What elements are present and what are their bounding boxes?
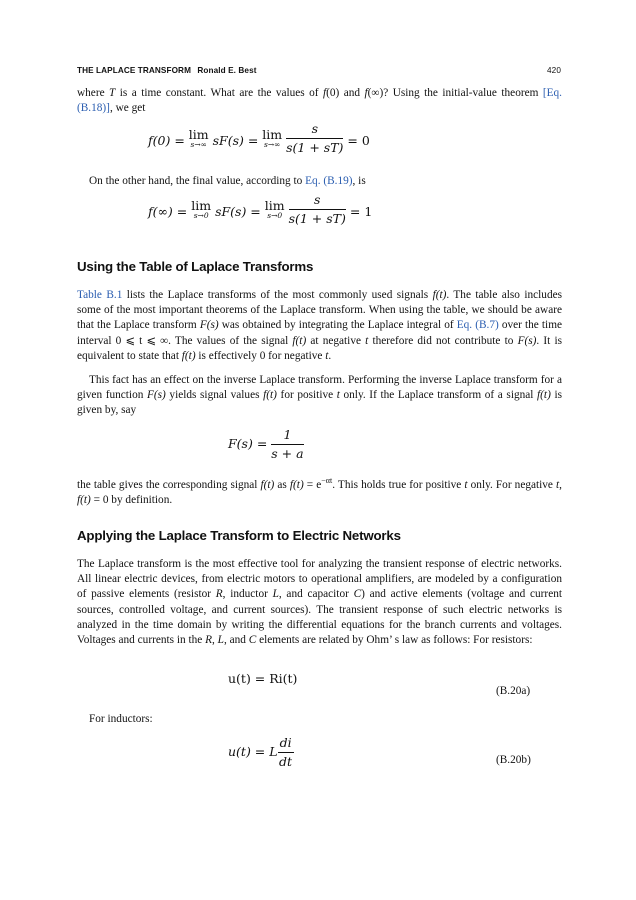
text: the table gives the corresponding signal [77, 478, 261, 491]
text: lists the Laplace transforms of the most commonly used signals [122, 289, 433, 301]
text: . It is equivalent to state that [77, 334, 562, 362]
section-heading-networks: Applying the Laplace Transform to Electric Networks [77, 528, 401, 543]
text: , and [223, 634, 249, 647]
lim-operator [191, 199, 211, 220]
eq-rhs: = 0 [347, 133, 370, 148]
paragraph-6 [77, 557, 562, 648]
equation-resistor: u(t) = Ri(t) [228, 671, 298, 686]
text: T [109, 87, 116, 99]
paragraph-3 [77, 288, 562, 364]
text: R [215, 588, 223, 601]
eq-mid: sF(s) [215, 204, 247, 219]
eq-lhs: F(s) = [228, 436, 268, 451]
paragraph-5 [77, 473, 562, 508]
text: F(s) [146, 389, 166, 402]
text: , is [352, 175, 366, 187]
eq-b19-link[interactable]: Eq. (B.19) [305, 175, 353, 187]
text: . This holds true for positive [332, 478, 465, 491]
lim-sub: s→∞ [190, 140, 207, 149]
lim-sub: s→0 [267, 211, 283, 220]
text: was obtained by integrating the Laplace integral of [218, 319, 457, 332]
text: L [272, 588, 279, 601]
text: f(t) [292, 334, 307, 347]
text: t [325, 349, 329, 362]
text: where [77, 87, 110, 99]
lim-operator [262, 128, 282, 149]
text: only. If the Laplace transform of a signal [339, 389, 538, 402]
text: , we get [109, 102, 146, 115]
text: C [353, 588, 362, 601]
text: f(t) [260, 478, 275, 491]
lim-operator [189, 128, 209, 149]
paragraph-4 [77, 373, 562, 419]
denominator: s(1 + sT) [288, 211, 346, 226]
equation-final-value: f(∞) = lim s→0 sF(s) = lim s→0 $\frac{s}{s(1 + sT)}$ = 1 [148, 192, 373, 226]
lim-text: lim [264, 198, 285, 213]
text: , [212, 634, 218, 647]
eq-b7-link[interactable]: Eq. (B.7) [456, 319, 499, 332]
text: R [205, 634, 213, 647]
exponent: −αt [321, 476, 333, 485]
numerator: s [311, 121, 318, 136]
text: On the other hand, the final value, according to [89, 175, 306, 187]
text: is effectively 0 for negative [195, 349, 326, 362]
paragraph-1 [77, 86, 562, 116]
text: (0) and [326, 87, 365, 99]
text: over the time interval 0 ⩽ t ⩽ ∞. The values of the signal [77, 319, 562, 347]
eq-rhs: = 1 [349, 204, 373, 219]
fraction [289, 193, 346, 226]
text: = 0 by definition. [90, 493, 173, 506]
text: f(t) [263, 389, 277, 402]
text: therefore did not contribute to [368, 334, 518, 347]
text: . [328, 349, 332, 362]
text: , [559, 478, 562, 491]
equation-number-b20b: (B.20b) [496, 754, 531, 766]
text: t [336, 389, 340, 402]
text: , and capacitor [278, 588, 354, 601]
text: f(t) [537, 389, 551, 402]
text: f(t) [77, 493, 91, 506]
text: only. For negative [467, 478, 557, 491]
table-b1-link[interactable]: Table B.1 [77, 289, 123, 301]
text: F(s) [199, 319, 219, 332]
denominator: s(1 + sT) [286, 140, 344, 155]
lim-text: lim [262, 127, 283, 142]
lim-operator [265, 199, 285, 220]
equation-Fs [228, 428, 304, 461]
text: as [274, 478, 290, 491]
text: t [365, 334, 369, 347]
text: f [364, 87, 368, 99]
text: is a time constant. What are the values of [115, 87, 323, 99]
text: t [464, 478, 468, 491]
text: f(t) [432, 289, 447, 301]
text: elements are related by Ohm’ s law as follows: For resistors: [256, 634, 533, 647]
lim-text: lim [188, 127, 209, 142]
text: at negative [306, 334, 366, 347]
lim-sub: s→∞ [264, 140, 281, 149]
running-header [77, 66, 561, 75]
denominator: dt [279, 754, 293, 769]
text: (∞)? Using the initial-value theorem [367, 87, 543, 99]
eq-lhs: f(0) [148, 133, 171, 148]
denominator: s + a [271, 446, 304, 461]
text: t [556, 478, 560, 491]
text: for positive [276, 389, 337, 402]
fraction [271, 428, 303, 461]
text: L [217, 634, 224, 647]
header-title: THE LAPLACE TRANSFORM [77, 66, 191, 75]
text: f(t) [181, 349, 196, 362]
text: F(s) [517, 334, 537, 347]
eq-b18-link[interactable]: [Eq. (B.18)] [77, 87, 562, 115]
text: ) and active elements (voltage and current sources, controlled voltage, and current sources). The transient response of such electric networks is analyzed in the time domain by writing the differential equations for the branch currents and voltages. Voltages and currents in the [77, 588, 562, 647]
fraction [278, 736, 294, 769]
text: C [248, 634, 257, 647]
eq-mid: sF(s) [212, 133, 244, 148]
lim-text: lim [191, 198, 212, 213]
numerator: s [314, 192, 321, 207]
numerator: 1 [283, 427, 292, 442]
text: f [323, 87, 327, 99]
fraction [286, 122, 343, 155]
text: . The table also includes some of the most important theorems of the Laplace transform. When using the table, we should be aware that the Laplace transform [77, 289, 563, 332]
equation-number-b20a: (B.20a) [496, 685, 531, 697]
paragraph-7: For inductors: [89, 713, 153, 725]
text: f(t) [289, 478, 304, 491]
text: yields signal values [165, 389, 264, 402]
section-heading-table: Using the Table of Laplace Transforms [77, 259, 314, 274]
lim-sub: s→0 [193, 211, 209, 220]
text: = e [303, 478, 322, 491]
eq-lhs: f(∞) [148, 204, 173, 219]
page-number: 420 [547, 66, 561, 75]
equation-inductor [228, 736, 294, 769]
equation-initial-value: f(0) = lim s→∞ sF(s) = lim s→∞ $\frac{s}{s(1 + sT)}$ = 0 [148, 121, 370, 155]
paragraph-2 [77, 174, 562, 189]
text: is given by, say [77, 389, 562, 417]
header-author: Ronald E. Best [197, 66, 257, 75]
text: , inductor [222, 588, 273, 601]
numerator: di [279, 735, 292, 750]
text: This fact has an effect on the inverse Laplace transform. Performing the inverse Laplace transform for a given function [77, 374, 562, 402]
eq-lhs: u(t) = L [228, 744, 278, 759]
text: The Laplace transform is the most effective tool for analyzing the transient response of electric networks. All linear electric devices, from electric motors to operational amplifiers, are modeled by a configuration of passive elements (resistor [77, 558, 562, 601]
